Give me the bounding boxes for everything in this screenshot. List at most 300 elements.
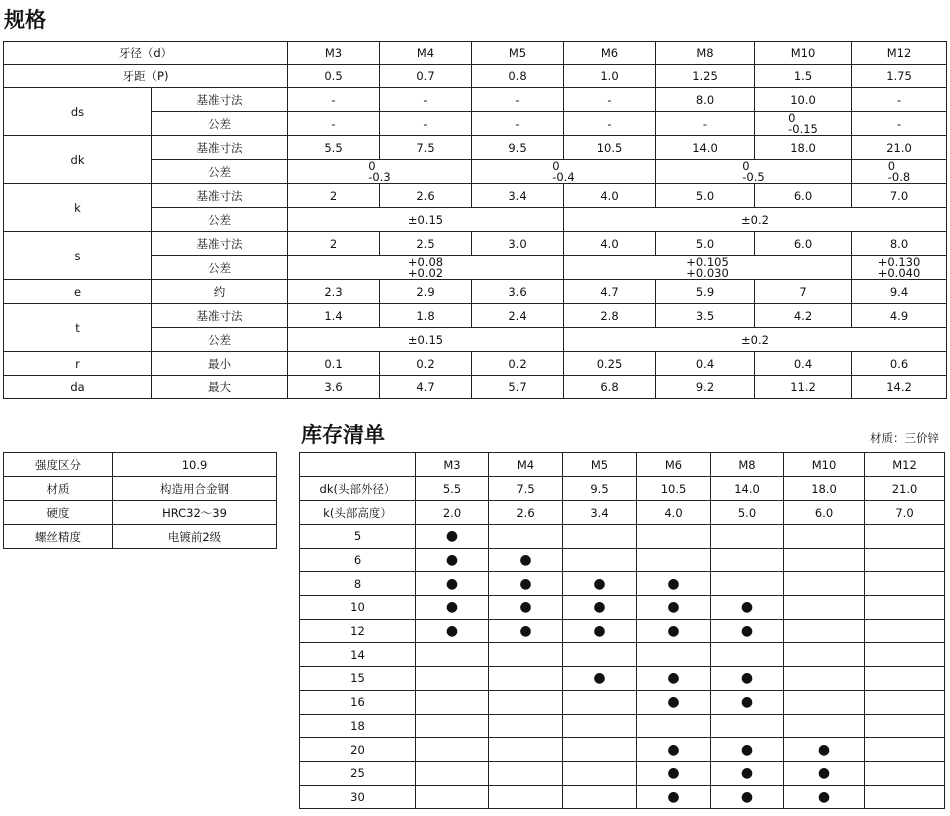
cell — [656, 160, 852, 184]
cell: - — [852, 112, 947, 136]
cell: 7.5 — [380, 136, 472, 160]
label: 牙径（d） — [4, 42, 288, 65]
spec-row-s-basic — [4, 232, 947, 256]
availability-cell — [784, 596, 865, 620]
spec-row-pitch — [4, 65, 947, 88]
cell: 14.0 — [656, 136, 755, 160]
availability-cell — [711, 548, 784, 572]
in-stock-dot: ● — [593, 623, 606, 640]
prop-label: 强度区分 — [4, 453, 113, 477]
availability-cell — [416, 572, 489, 596]
availability-cell — [416, 761, 489, 785]
availability-cell — [865, 572, 945, 596]
cell: 5.5 — [416, 477, 489, 501]
availability-cell — [416, 596, 489, 620]
length-label: 10 — [300, 596, 416, 620]
size-header: M3 — [416, 453, 489, 477]
in-stock-dot: ● — [817, 765, 831, 782]
cell: 1.75 — [852, 65, 947, 88]
availability-cell — [784, 690, 865, 714]
spec-row-t-basic — [4, 304, 947, 328]
length-label: 5 — [300, 525, 416, 549]
cell: M5 — [472, 42, 564, 65]
cell: 4.9 — [852, 304, 947, 328]
stock-dk-row — [300, 477, 945, 501]
row-label: k(头部高度） — [300, 501, 416, 525]
availability-cell — [637, 761, 711, 785]
cell: 6.0 — [755, 232, 852, 256]
availability-cell — [865, 690, 945, 714]
param-label: da — [4, 376, 152, 399]
tolerance — [742, 158, 765, 184]
cell: 3.6 — [472, 280, 564, 304]
in-stock-dot: ● — [445, 575, 459, 592]
cell: 7.5 — [489, 477, 563, 501]
availability-cell — [865, 667, 945, 691]
tol-upper: 0 — [887, 158, 896, 173]
cell: 4.2 — [755, 304, 852, 328]
cell: 3.4 — [563, 501, 637, 525]
cell: ±0.2 — [564, 208, 947, 232]
availability-cell — [563, 785, 637, 809]
cell: 0.2 — [472, 352, 564, 376]
cell: - — [852, 88, 947, 112]
cell: 21.0 — [865, 477, 945, 501]
in-stock-dot: ● — [593, 575, 606, 592]
availability-cell — [563, 690, 637, 714]
cell: 9.5 — [472, 136, 564, 160]
size-header: M5 — [563, 453, 637, 477]
availability-cell — [711, 643, 784, 667]
size-header: M4 — [489, 453, 563, 477]
stock-length-row — [300, 525, 945, 549]
cell: 7.0 — [865, 501, 945, 525]
length-label: 8 — [300, 572, 416, 596]
cell: 5.0 — [656, 232, 755, 256]
availability-cell — [416, 619, 489, 643]
in-stock-dot: ● — [445, 623, 459, 640]
stock-length-row — [300, 738, 945, 762]
cell: 4.0 — [564, 232, 656, 256]
availability-cell — [563, 548, 637, 572]
availability-cell — [637, 714, 711, 738]
cell: 2 — [288, 232, 380, 256]
cell: M12 — [852, 42, 947, 65]
sub-label: 公差 — [152, 160, 288, 184]
cell — [755, 112, 852, 136]
tol-upper: 0 — [552, 158, 560, 173]
availability-cell — [416, 738, 489, 762]
stock-length-row — [300, 596, 945, 620]
cell: 3.4 — [472, 184, 564, 208]
cell: 1.5 — [755, 65, 852, 88]
prop-row — [4, 525, 277, 549]
cell: 1.25 — [656, 65, 755, 88]
cell: 4.0 — [637, 501, 711, 525]
cell — [472, 160, 656, 184]
cell: - — [472, 88, 564, 112]
prop-value: 电镀前2级 — [113, 525, 277, 549]
cell: 18.0 — [784, 477, 865, 501]
in-stock-dot: ● — [593, 599, 606, 616]
cell: 1.8 — [380, 304, 472, 328]
tol-upper: +0.130 — [877, 254, 921, 269]
availability-cell — [563, 596, 637, 620]
availability-cell — [865, 525, 945, 549]
param-label: t — [4, 304, 152, 352]
availability-cell — [563, 738, 637, 762]
size-header: M12 — [865, 453, 945, 477]
cell: 1.0 — [564, 65, 656, 88]
tol-lower: -0.8 — [887, 169, 911, 184]
availability-cell — [637, 643, 711, 667]
in-stock-dot: ● — [593, 670, 606, 687]
availability-cell — [711, 596, 784, 620]
availability-cell — [784, 667, 865, 691]
in-stock-dot: ● — [667, 741, 680, 758]
size-header: M6 — [637, 453, 711, 477]
sub-label: 基准寸法 — [152, 88, 288, 112]
cell: 2 — [288, 184, 380, 208]
cell: 1.4 — [288, 304, 380, 328]
stock-k-row — [300, 501, 945, 525]
availability-cell — [416, 690, 489, 714]
in-stock-dot: ● — [817, 788, 831, 805]
availability-cell — [784, 548, 865, 572]
row-label: dk(头部外径） — [300, 477, 416, 501]
availability-cell — [563, 714, 637, 738]
availability-cell — [563, 643, 637, 667]
availability-cell — [865, 714, 945, 738]
stock-title: 库存清单 — [301, 423, 385, 447]
cell: 2.8 — [564, 304, 656, 328]
availability-cell — [711, 525, 784, 549]
spec-row-ds-basic — [4, 88, 947, 112]
cell: 4.0 — [564, 184, 656, 208]
length-label: 25 — [300, 761, 416, 785]
cell: 2.9 — [380, 280, 472, 304]
cell: 2.4 — [472, 304, 564, 328]
cell: 14.2 — [852, 376, 947, 399]
sub-label: 约 — [152, 280, 288, 304]
availability-cell — [489, 738, 563, 762]
in-stock-dot: ● — [519, 552, 532, 569]
availability-cell — [784, 643, 865, 667]
cell: 0.5 — [288, 65, 380, 88]
availability-cell — [563, 761, 637, 785]
tol-lower: -0.15 — [788, 121, 818, 136]
prop-label: 螺丝精度 — [4, 525, 113, 549]
availability-cell — [637, 667, 711, 691]
in-stock-dot: ● — [740, 765, 754, 782]
availability-cell — [489, 667, 563, 691]
availability-cell — [489, 714, 563, 738]
length-label: 6 — [300, 548, 416, 572]
tolerance — [368, 158, 391, 184]
availability-cell — [784, 525, 865, 549]
tol-lower: +0.02 — [407, 265, 444, 280]
param-label: e — [4, 280, 152, 304]
availability-cell — [865, 643, 945, 667]
size-header: M8 — [711, 453, 784, 477]
cell: 2.0 — [416, 501, 489, 525]
tol-lower: -0.5 — [742, 169, 765, 184]
availability-cell — [711, 572, 784, 596]
tolerance — [877, 254, 921, 280]
sub-label: 公差 — [152, 112, 288, 136]
in-stock-dot: ● — [445, 528, 459, 545]
availability-cell — [637, 572, 711, 596]
cell: ±0.2 — [564, 328, 947, 352]
cell: M8 — [656, 42, 755, 65]
tol-lower: -0.3 — [368, 169, 391, 184]
availability-cell — [784, 738, 865, 762]
cell: 18.0 — [755, 136, 852, 160]
cell: 6.0 — [755, 184, 852, 208]
length-label: 16 — [300, 690, 416, 714]
corner-cell — [300, 453, 416, 477]
availability-cell — [416, 714, 489, 738]
in-stock-dot: ● — [740, 741, 754, 758]
in-stock-dot: ● — [817, 741, 831, 758]
cell: - — [472, 112, 564, 136]
availability-cell — [637, 738, 711, 762]
availability-cell — [784, 572, 865, 596]
cell: 21.0 — [852, 136, 947, 160]
cell: - — [380, 88, 472, 112]
cell: 9.4 — [852, 280, 947, 304]
in-stock-dot: ● — [519, 575, 532, 592]
in-stock-dot: ● — [667, 670, 680, 687]
cell: M4 — [380, 42, 472, 65]
cell: 11.2 — [755, 376, 852, 399]
availability-cell — [563, 572, 637, 596]
properties-table — [3, 452, 277, 549]
sub-label: 最大 — [152, 376, 288, 399]
in-stock-dot: ● — [740, 623, 754, 640]
stock-length-row — [300, 785, 945, 809]
availability-cell — [711, 785, 784, 809]
availability-cell — [711, 619, 784, 643]
in-stock-dot: ● — [740, 694, 754, 711]
cell: 5.9 — [656, 280, 755, 304]
tolerance — [686, 254, 729, 280]
availability-cell — [637, 548, 711, 572]
tol-upper: 0 — [788, 110, 796, 125]
availability-cell — [637, 619, 711, 643]
spec-row-da — [4, 376, 947, 399]
availability-cell — [489, 619, 563, 643]
in-stock-dot: ● — [519, 599, 532, 616]
stock-length-row — [300, 667, 945, 691]
cell — [288, 256, 564, 280]
cell: 2.6 — [489, 501, 563, 525]
tol-upper: +0.105 — [686, 254, 729, 269]
cell: 0.2 — [380, 352, 472, 376]
cell: 4.7 — [380, 376, 472, 399]
cell: - — [288, 88, 380, 112]
availability-cell — [711, 690, 784, 714]
tolerance — [788, 110, 818, 136]
cell: M3 — [288, 42, 380, 65]
sub-label: 公差 — [152, 208, 288, 232]
in-stock-dot: ● — [667, 765, 680, 782]
prop-row — [4, 501, 277, 525]
sub-label: 公差 — [152, 328, 288, 352]
in-stock-dot: ● — [667, 599, 680, 616]
tol-lower: -0.4 — [552, 169, 575, 184]
cell: 9.2 — [656, 376, 755, 399]
cell: - — [288, 112, 380, 136]
availability-cell — [784, 714, 865, 738]
stock-length-row — [300, 619, 945, 643]
tol-upper: 0 — [368, 158, 376, 173]
availability-cell — [637, 785, 711, 809]
spec-row-e — [4, 280, 947, 304]
cell: 5.0 — [656, 184, 755, 208]
tol-upper: +0.08 — [407, 254, 444, 269]
in-stock-dot: ● — [740, 670, 754, 687]
param-label: s — [4, 232, 152, 280]
sub-label: 最小 — [152, 352, 288, 376]
param-label: r — [4, 352, 152, 376]
cell: - — [564, 88, 656, 112]
spec-row-dk-basic — [4, 136, 947, 160]
availability-cell — [711, 667, 784, 691]
cell: 0.25 — [564, 352, 656, 376]
stock-length-row — [300, 572, 945, 596]
prop-value: HRC32～39 — [113, 501, 277, 525]
cell: 0.8 — [472, 65, 564, 88]
availability-cell — [865, 548, 945, 572]
cell: 0.6 — [852, 352, 947, 376]
cell — [288, 160, 472, 184]
availability-cell — [563, 619, 637, 643]
availability-cell — [784, 785, 865, 809]
prop-row — [4, 453, 277, 477]
param-label: ds — [4, 88, 152, 136]
cell — [852, 160, 947, 184]
length-label: 15 — [300, 667, 416, 691]
cell: 14.0 — [711, 477, 784, 501]
availability-cell — [711, 761, 784, 785]
availability-cell — [489, 572, 563, 596]
cell: 4.7 — [564, 280, 656, 304]
spec-row-thread-diameter — [4, 42, 947, 65]
cell: 5.7 — [472, 376, 564, 399]
cell: 10.0 — [755, 88, 852, 112]
cell: - — [564, 112, 656, 136]
cell: 6.8 — [564, 376, 656, 399]
cell: 3.6 — [288, 376, 380, 399]
cell: 5.5 — [288, 136, 380, 160]
spec-row-r — [4, 352, 947, 376]
prop-label: 材质 — [4, 477, 113, 501]
cell: 7.0 — [852, 184, 947, 208]
stock-header-row — [300, 453, 945, 477]
material-note: 材质：三价锌 — [870, 431, 939, 445]
availability-cell — [563, 525, 637, 549]
cell: 3.0 — [472, 232, 564, 256]
availability-cell — [416, 548, 489, 572]
cell: 9.5 — [563, 477, 637, 501]
availability-cell — [865, 596, 945, 620]
availability-cell — [865, 785, 945, 809]
availability-cell — [865, 761, 945, 785]
sub-label: 基准寸法 — [152, 184, 288, 208]
tol-lower: +0.040 — [877, 265, 921, 280]
availability-cell — [416, 667, 489, 691]
sub-label: 公差 — [152, 256, 288, 280]
length-label: 20 — [300, 738, 416, 762]
cell — [564, 256, 852, 280]
in-stock-dot: ● — [445, 552, 459, 569]
cell: 10.5 — [637, 477, 711, 501]
availability-cell — [563, 667, 637, 691]
cell: 8.0 — [656, 88, 755, 112]
availability-cell — [637, 525, 711, 549]
stock-table — [299, 452, 945, 809]
tolerance — [887, 158, 911, 184]
in-stock-dot: ● — [667, 575, 680, 592]
length-label: 12 — [300, 619, 416, 643]
cell: ±0.15 — [288, 328, 564, 352]
stock-length-row — [300, 643, 945, 667]
availability-cell — [416, 525, 489, 549]
availability-cell — [711, 714, 784, 738]
param-label: dk — [4, 136, 152, 184]
prop-value: 构造用合金钢 — [113, 477, 277, 501]
sub-label: 基准寸法 — [152, 136, 288, 160]
tol-upper: 0 — [742, 158, 750, 173]
availability-cell — [489, 785, 563, 809]
cell: 2.6 — [380, 184, 472, 208]
in-stock-dot: ● — [740, 788, 754, 805]
in-stock-dot: ● — [667, 623, 680, 640]
cell: 0.7 — [380, 65, 472, 88]
in-stock-dot: ● — [667, 694, 680, 711]
cell: 10.5 — [564, 136, 656, 160]
cell: 5.0 — [711, 501, 784, 525]
cell: M6 — [564, 42, 656, 65]
availability-cell — [489, 690, 563, 714]
in-stock-dot: ● — [445, 599, 459, 616]
prop-row — [4, 477, 277, 501]
sub-label: 基准寸法 — [152, 304, 288, 328]
availability-cell — [711, 738, 784, 762]
cell: 2.3 — [288, 280, 380, 304]
cell: - — [380, 112, 472, 136]
availability-cell — [489, 761, 563, 785]
spec-table — [3, 41, 947, 399]
spec-row-k-basic — [4, 184, 947, 208]
availability-cell — [784, 761, 865, 785]
tolerance — [407, 254, 444, 280]
cell: 2.5 — [380, 232, 472, 256]
cell: 8.0 — [852, 232, 947, 256]
length-label: 18 — [300, 714, 416, 738]
cell: ±0.15 — [288, 208, 564, 232]
length-label: 30 — [300, 785, 416, 809]
spec-title: 规格 — [4, 8, 46, 32]
stock-length-row — [300, 548, 945, 572]
prop-value: 10.9 — [113, 453, 277, 477]
stock-length-row — [300, 714, 945, 738]
availability-cell — [865, 738, 945, 762]
sub-label: 基准寸法 — [152, 232, 288, 256]
cell: M10 — [755, 42, 852, 65]
size-header: M10 — [784, 453, 865, 477]
